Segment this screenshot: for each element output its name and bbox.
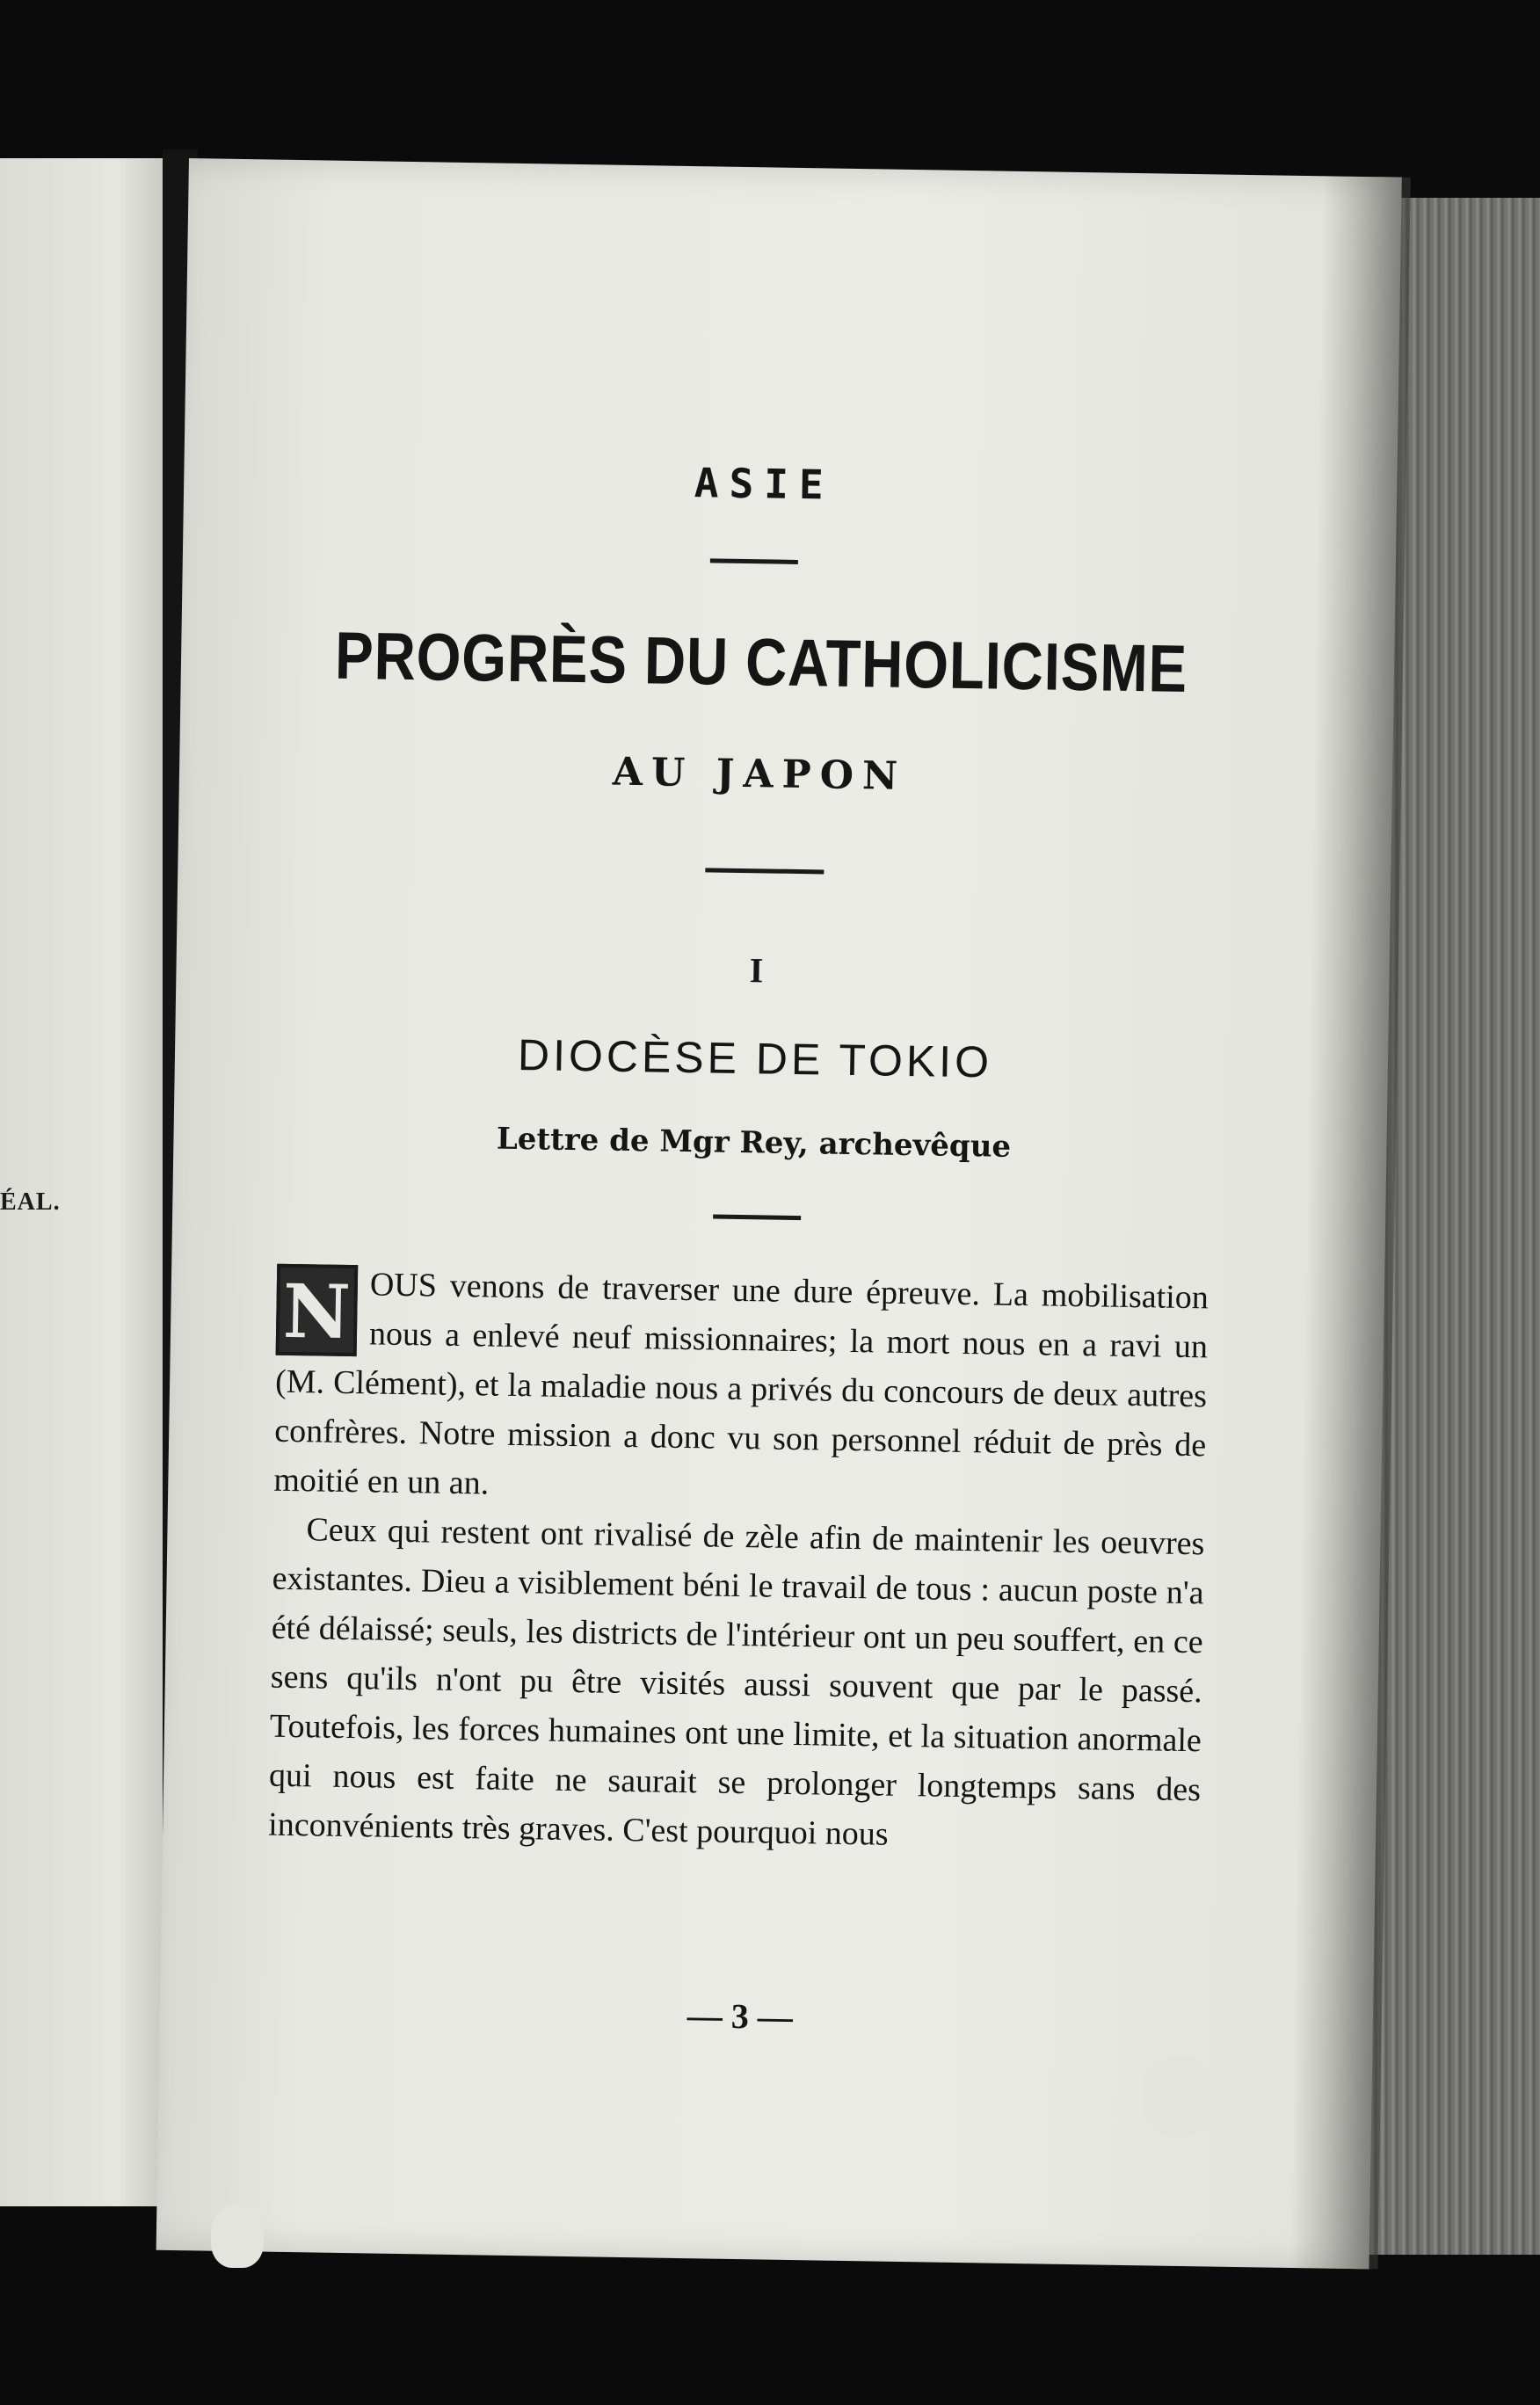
paragraph-text: OUS venons de traverser une dure épreuve. La mobilisation nous a enlevé neuf missionnaires; la mort nous en a ravi un (M. Clément), et la maladie nous a privés du concours de deux autres confrères. Notre mission a donc vu son personnel réduit de près de moitié en un an. [273, 1266, 1209, 1502]
divider-rule [713, 1215, 801, 1221]
page-number: — 3 — [686, 1995, 794, 2038]
book-page [156, 158, 1402, 2269]
chapter-title: PROGRÈS DU CATHOLICISME [334, 618, 1188, 707]
page-content [242, 159, 1226, 2038]
divider-rule [710, 558, 798, 564]
paragraph [273, 1259, 1209, 1520]
letter-body [268, 1259, 1209, 1864]
paragraph-text: Ceux qui restent ont rivalisé de zèle afin de maintenir les oeuvres existantes. Dieu a visiblement béni le travail de tous : aucun poste n'a été délaissé; seuls, les districts de l'intérieur ont un peu souffert, en ce sens qu'ils n'ont pu être visités aussi souvent que par le passé. Toutefois, les forces humaines ont une limite, et la situation anormale qui nous est faite ne saurait se prolonger longtemps sans des inconvénients très graves. C'est pourquoi nous [267, 1511, 1205, 1853]
section-numeral: I [749, 950, 764, 991]
facing-page-text-fragment: ÉAL. [0, 1188, 61, 1216]
drop-cap: N [276, 1264, 359, 1356]
section-heading: DIOCÈSE DE TOKIO [517, 1030, 993, 1087]
chapter-subtitle: AU JAPON [612, 749, 907, 799]
paper-debris [1143, 2057, 1213, 2136]
divider-rule [705, 868, 824, 874]
paper-debris [211, 2206, 264, 2268]
letter-byline: Lettre de Mgr Rey, archevêque [496, 1121, 1012, 1165]
facing-page [0, 158, 167, 2206]
region-heading: ASIE [694, 459, 835, 509]
paragraph [268, 1505, 1205, 1864]
